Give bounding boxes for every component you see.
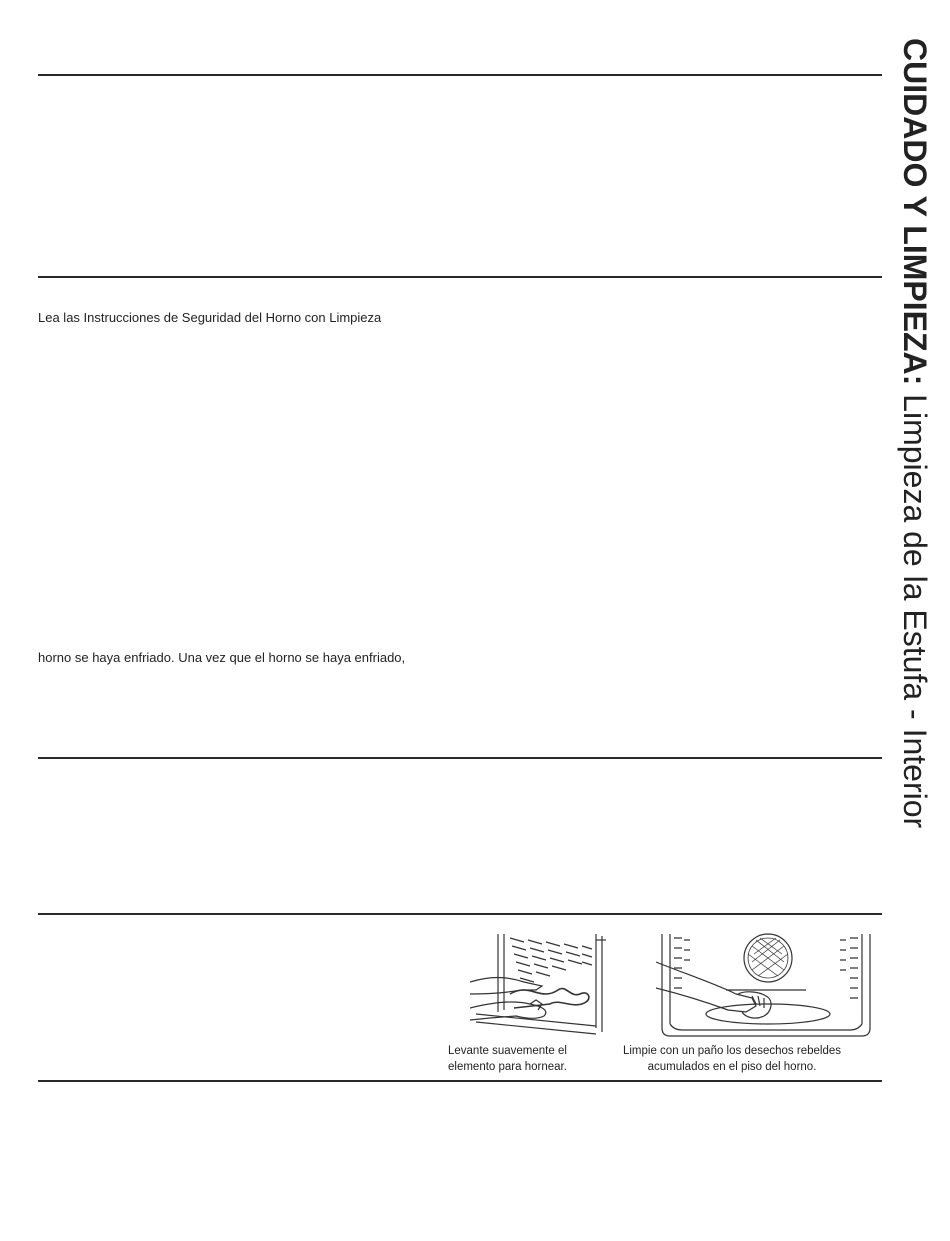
bake-element-caption-line-1: Levante suavemente el xyxy=(448,1045,567,1057)
side-title-rest: Limpieza de la Estufa - Interior xyxy=(897,385,933,829)
bake-element-caption xyxy=(448,1043,598,1075)
oven-floor-caption-line-1: Limpie con un paño los desechos rebeldes xyxy=(622,1045,841,1057)
body-text-line-2: horno se haya enfriado. Una vez que el horno se haya enfriado, xyxy=(38,650,406,665)
section-divider-4 xyxy=(38,913,882,915)
section-divider-3 xyxy=(38,757,882,759)
bake-element-illustration xyxy=(470,932,610,1038)
oven-floor-caption-line-2: acumulados en el piso del horno. xyxy=(647,1061,817,1073)
section-divider-1 xyxy=(38,74,882,76)
side-title-bold: CUIDADO Y LIMPIEZA: xyxy=(897,38,933,386)
oven-floor-cleaning-illustration xyxy=(656,932,876,1038)
oven-floor-caption xyxy=(600,1043,864,1075)
section-side-title xyxy=(893,38,937,858)
section-divider-2 xyxy=(38,276,882,278)
body-text-line-1: Lea las Instrucciones de Seguridad del Horno con Limpieza xyxy=(38,310,382,325)
bake-element-caption-line-2: elemento para hornear. xyxy=(448,1061,567,1073)
section-divider-5 xyxy=(38,1080,882,1082)
